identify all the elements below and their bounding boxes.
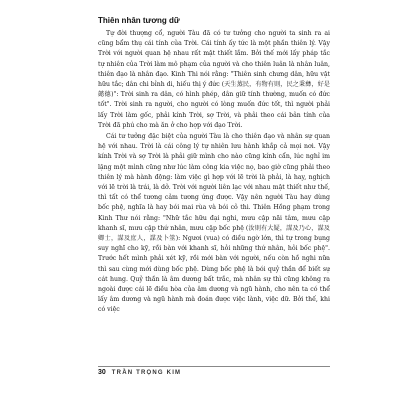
author-name: TRẦN TRỌNG KIM <box>111 369 182 376</box>
paragraph: Tự đời thượng cổ, người Tàu đã có tư tưởng cho người ta sinh ra ai cũng bẩm thụ cái tính của Trời. Cái tính ấy tức là một phần thiên lý. Vậy Trời với người quan hệ nhau rất mật thiết lắm. Bởi thế mới lấy pháp tắc tự nhiên của Trời làm mô phạm của người và cho thiên luân là nhân luân, thiên đạo là nhân đạo. Kinh Thi nói rằng: "Thiên sinh chưng dân, hữu vật hữu tắc; dân chi bỉnh di, hiếu thị ý đức (天生蒸民，有物有則，民之秉彝，好是懿德)": Trời sinh ra dân, có hình phép, dân giữ tính thường, muốn có đức tốt". Trời sinh ra người, cho người có lòng muốn đức tốt, thì người phải lấy Trời làm gốc, phải kính Trời, sợ Trời, và phải theo cái bản tính của Trời đã phú cho mà ăn ở cho hợp với đạo Trời. <box>98 30 330 129</box>
page-number: 30 <box>98 369 106 376</box>
section-title: Thiên nhân tương dữ <box>98 16 180 25</box>
paragraph: Cái tư tưởng đặc biệt của người Tàu là cho thiên đạo và nhân sự quan hệ với nhau. Trời là cái công lý tự nhiên lưu hành khắp cả mọi nơi. Vậy kính Trời và sợ Trời là phải giữ mình cho nào cũng kính cẩn, lúc nghỉ im lặng một mình cũng như lúc làm công kia việc nọ, bao giờ cũng phải theo thiên lý mà hành động: làm việc gì hợp với lẽ trời là phải, là hay, nghịch với lẽ trời là trái, là dở. Trời với người liên lạc với nhau mật thiết như thế, thì tất có thể tương cảm tương ứng được. Vậy nên người Tàu hay dùng bốc phệ, nghĩa là hay bói mai rùa và bói cỏ thi. Thiên Hồng phạm trong Kinh Thư nói rằng: "Nhữ tắc hữu đại nghi, mưu cập nãi tâm, mưu cập khanh sĩ, mưu cập thứ nhân, mưu cập bốc phệ (汝則有大疑，謀及乃心，謀及卿士，謀及庶人，謀及卜筮): Ngươi (vua) có điều ngờ lớn, thì tự trong bụng suy nghĩ cho kỹ, rồi bàn với khanh sĩ, hỏi những thứ nhân, hỏi bốc phệ". Trước hết mình phải xét kỹ, rồi mới bàn với người, nếu còn hồ nghi nữa thì sau cùng mới dùng bốc phệ. Dùng bốc phệ là bói quỷ thần để biết sự cát hung. Quỷ thần là âm dương bất trắc, mà nhân sự thì cũng không ra ngoài được cái lẽ điều hòa của âm dương và ngũ hành, cho nên ta có thể lấy âm dương và ngũ hành mà đoán được việc lành, việc dữ. Bởi thế, khi có việc <box>98 133 330 314</box>
body-text <box>98 29 330 356</box>
page-footer <box>98 366 330 376</box>
